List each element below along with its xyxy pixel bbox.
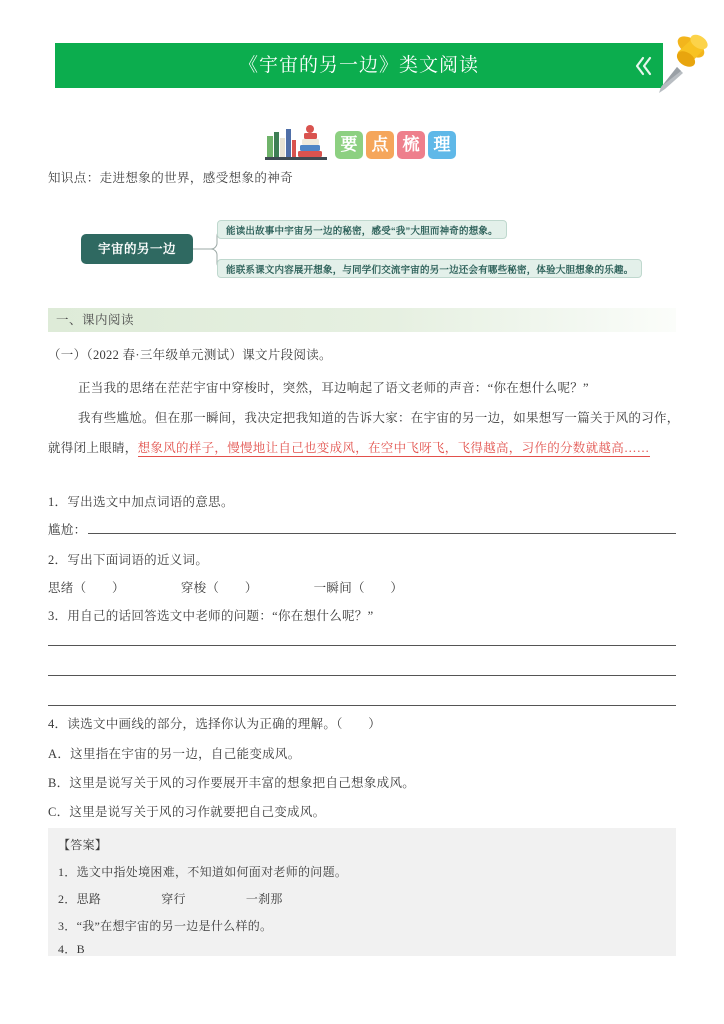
passage-underlined-highlight: 想象风的样子，慢慢地让自己也变成风，在空中飞呀飞，飞得越高，习作的分数就越高…… [137,441,650,455]
passage-paragraph-2-line-2 [48,438,650,458]
question-3-answer-line-3[interactable] [48,705,676,706]
question-4-option-b[interactable]: B．这里是说写关于风的习作要展开丰富的想象把自己想象成风。 [48,776,416,790]
answer-item-2 [58,890,283,908]
passage-paragraph-2-line-1: 我有些尴尬。但在那一瞬间，我决定把我知道的告诉大家：在宇宙的另一边，如果想写一篇关于风的习作， [78,411,680,425]
question-2-items [48,578,403,598]
question-1-text: 1．写出选文中加点词语的意思。 [48,495,234,509]
mindmap-root-node: 宇宙的另一边 [81,234,193,264]
double-chevron-left-icon [631,55,653,77]
question-2-item-1: 思绪（ ） [48,581,125,595]
question-4-option-c[interactable]: C．这里是说写关于风的习作就要把自己变成风。 [48,805,326,819]
answer-item-2-part-3: 一刹那 [245,892,283,906]
answer-item-2-part-2: 穿行 [161,892,186,906]
title-banner [55,43,663,88]
pushpin-icon [655,27,715,95]
knowledge-point-text: 知识点：走进想象的世界，感受想象的神奇 [48,171,294,185]
answer-key-title: 【答案】 [58,838,108,852]
passage-line-prefix: 就得闭上眼睛， [48,441,138,455]
answer-item-4: 4．B [58,942,85,956]
mindmap-branch-1: 能读出故事中宇宙另一边的秘密，感受“我”大胆而神奇的想象。 [217,220,507,239]
answer-key-block [48,828,676,956]
key-point-badge-4: 理 [428,131,456,159]
mindmap-branch-2: 能联系课文内容展开想象，与同学们交流宇宙的另一边还会有哪些秘密，体验大胆想象的乐趣。 [217,259,642,278]
question-4-option-a[interactable]: A．这里指在宇宙的另一边，自己能变成风。 [48,747,301,761]
question-3-answer-line-2[interactable] [48,675,676,676]
question-4-text: 4．读选文中画线的部分，选择你认为正确的理解。（ ） [48,717,382,731]
question-2-item-2: 穿梭（ ） [180,581,258,595]
page-title: 《宇宙的另一边》类文阅读 [238,55,479,76]
key-point-badge-1: 要 [335,131,363,159]
key-point-badge-2: 点 [366,131,394,159]
key-points-heading [0,124,724,162]
passage-subtitle: （一）（2022 春·三年级单元测试）课文片段阅读。 [48,348,332,362]
answer-item-2-part-1: 2．思路 [58,892,102,906]
question-1-answer-line[interactable] [88,533,676,534]
key-point-badge-3: 梳 [397,131,425,159]
question-2-item-3: 一瞬间（ ） [313,581,404,595]
section-header-band [48,308,676,332]
question-1-word-label: 尴尬： [48,523,87,537]
mindmap-diagram [48,212,688,290]
answer-item-3: 3．“我”在想宇宙的另一边是什么样的。 [58,919,273,933]
answer-item-1: 1．选文中指处境困难，不知道如何面对老师的问题。 [58,865,348,879]
books-stack-icon [265,124,331,162]
question-2-text: 2．写出下面词语的近义词。 [48,553,209,567]
passage-paragraph-1: 正当我的思绪在茫茫宇宙中穿梭时，突然，耳边响起了语文老师的声音：“你在想什么呢？” [78,381,589,395]
section-header-label: 一、课内阅读 [56,313,135,327]
question-3-answer-line-1[interactable] [48,645,676,646]
question-3-text: 3．用自己的话回答选文中老师的问题：“你在想什么呢？” [48,609,374,623]
